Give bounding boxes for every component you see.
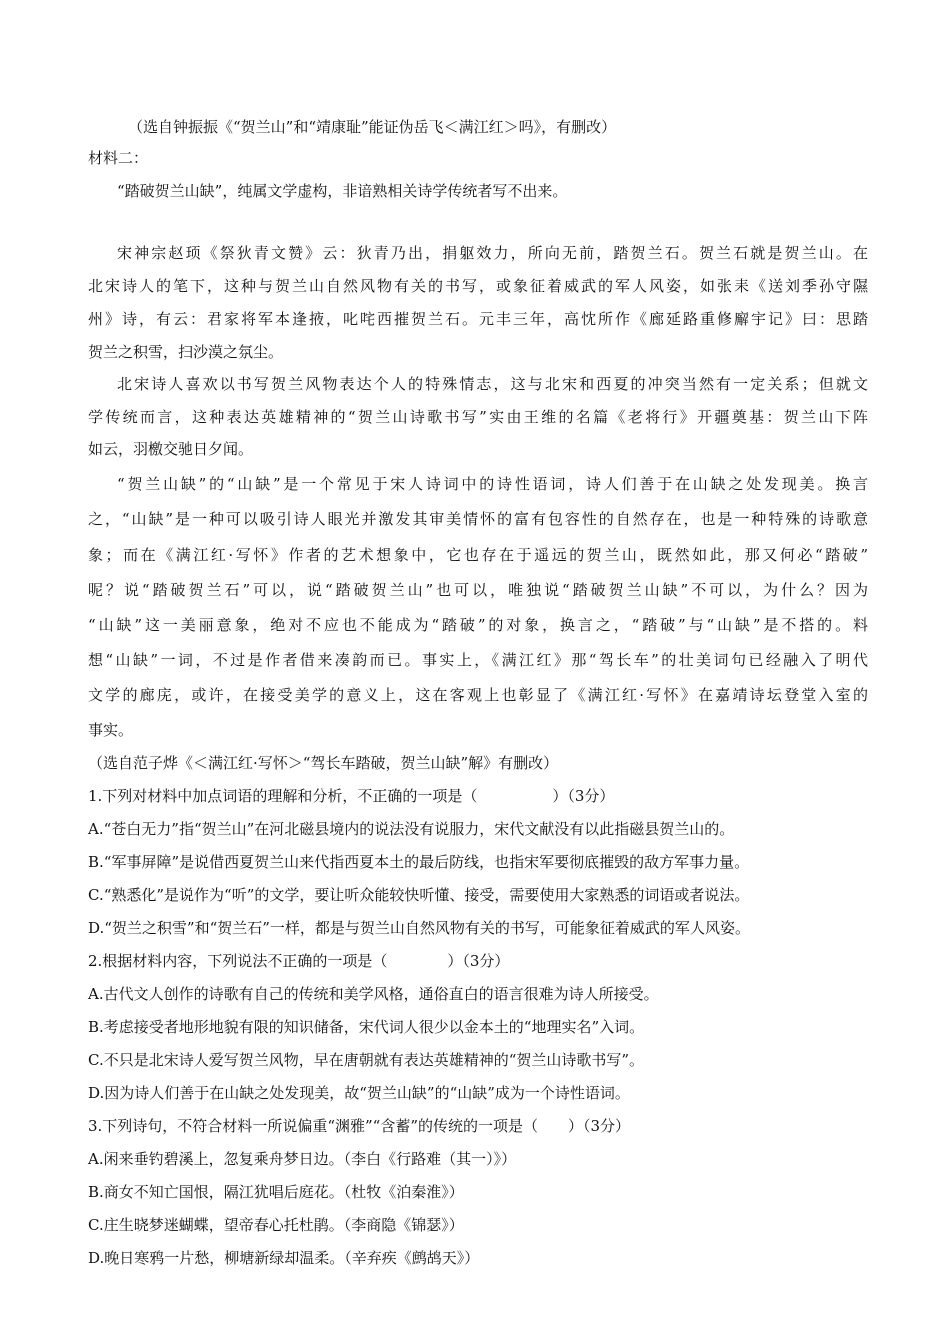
question-1-option-d: D.“贺兰之积雪”和“贺兰石”一样，都是与贺兰山自然风物有关的书写，可能象征着威武的军人风姿。 [88, 919, 750, 937]
question-3-option-b: B.商女不知亡国恨，隔江犹唱后庭花。（杜牧《泊秦淮》） [88, 1183, 464, 1201]
paragraph-2-line: 州》诗，有云：君家将军本逢掖，叱咤西摧贺兰石。元丰三年，高忱所作《廊延路重修廨宇记》曰：思踏 [88, 310, 868, 328]
source-citation-1: （选自钟振振《“贺兰山”和“靖康耻”能证伪岳飞＜满江红＞吗》，有删改） [128, 118, 617, 136]
source-citation-2: （选自范子烨《＜满江红·写怀＞“驾长车踏破，贺兰山缺”解》有删改） [88, 754, 559, 772]
paragraph-4-line: 象；而在《满江红·写怀》作者的艺术想象中，它也存在于遥远的贺兰山，既然如此，那又何必“踏破” [88, 546, 868, 564]
question-1-option-a: A.“苍白无力”指“贺兰山”在河北磁县境内的说法没有说服力，宋代文献没有以此指磁县贺兰山的。 [88, 820, 735, 838]
paragraph-2-line: 北宋诗人的笔下，这种与贺兰山自然风物有关的书写，或象征着威武的军人风姿，如张耒《送刘季孙守隰 [88, 277, 868, 295]
question-3-option-a: A.闲来垂钓碧溪上，忽复乘舟梦日边。（李白《行路难（其一）》） [88, 1150, 517, 1168]
paragraph-1: “踏破贺兰山缺”，纯属文学虚构，非谙熟相关诗学传统者写不出来。 [117, 182, 568, 200]
question-2-option-c: C.不只是北宋诗人爱写贺兰风物，早在唐朝就有表达英雄精神的“贺兰山诗歌书写”。 [88, 1051, 645, 1069]
question-1-option-b: B.“军事屏障”是说借西夏贺兰山来代指西夏本土的最后防线，也指宋军要彻底摧毁的敌方军事力量。 [88, 853, 750, 871]
paragraph-2-line: 贺兰之积雪，扫沙漠之氛尘。 [88, 343, 284, 361]
paragraph-3-line: 如云，羽檄交驰日夕闻。 [88, 440, 254, 458]
paragraph-3-line: 北宋诗人喜欢以书写贺兰风物表达个人的特殊情志，这与北宋和西夏的冲突当然有一定关系；但就文 [117, 375, 868, 393]
paragraph-2-line: 宋神宗赵顼《祭狄青文赞》云：狄青乃出，捐躯效力，所向无前，踏贺兰石。贺兰石就是贺兰山。在 [117, 244, 868, 262]
paragraph-4-line: 想“山缺”一词，不过是作者借来凑韵而已。事实上，《满江红》那“驾长车”的壮美词句已经融入了明代 [88, 651, 868, 669]
paragraph-4-line: 事实。 [88, 721, 134, 739]
question-2-stem: 2.根据材料内容，下列说法不正确的一项是（ ）（3分） [88, 952, 510, 970]
question-2-option-d: D.因为诗人们善于在山缺之处发现美，故“贺兰山缺”的“山缺”成为一个诗性语词。 [88, 1084, 630, 1102]
paragraph-4-line: “贺兰山缺”的“山缺”是一个常见于宋人诗词中的诗性语词，诗人们善于在山缺之处发现美。换言 [117, 475, 868, 493]
paragraph-4-line: “山缺”这一美丽意象，绝对不应也不能成为“踏破”的对象，换言之，“踏破”与“山缺”是不搭的。料 [88, 616, 868, 634]
paragraph-4-line: 文学的廊庑，或许，在接受美学的意义上，这在客观上也彰显了《满江红·写怀》在嘉靖诗坛登堂入室的 [88, 686, 868, 704]
paragraph-3-line: 学传统而言，这种表达英雄精神的“贺兰山诗歌书写”实由王维的名篇《老将行》开疆奠基：贺兰山下阵 [88, 408, 868, 426]
question-3-option-c: C.庄生晓梦迷蝴蝶，望帝春心托杜鹃。（李商隐《锦瑟》） [88, 1216, 464, 1234]
paragraph-4-line: 之，“山缺”是一种可以吸引诗人眼光并激发其审美情怀的富有包容性的自然存在，也是一种特殊的诗歌意 [88, 510, 868, 528]
question-1-option-c: C.“熟悉化”是说作为“听”的文学，要让听众能较快听懂、接受，需要使用大家熟悉的词语或者说法。 [88, 886, 750, 904]
question-2-option-a: A.古代文人创作的诗歌有自己的传统和美学风格，通俗直白的语言很难为诗人所接受。 [88, 985, 659, 1003]
question-2-option-b: B.考虑接受者地形地貌有限的知识储备，宋代词人很少以金本土的“地理实名”入词。 [88, 1018, 645, 1036]
material-2-heading: 材料二： [88, 149, 149, 167]
question-1-stem: 1.下列对材料中加点词语的理解和分析，不正确的一项是（ ）（3分） [88, 787, 615, 805]
question-3-stem: 3.下列诗句，不符合材料一所说偏重“渊雅”“含蓄”的传统的一项是（ ）（3分） [88, 1117, 631, 1135]
question-3-option-d: D.晚日寒鸦一片愁，柳塘新绿却温柔。（辛弃疾《鹧鸪天》） [88, 1249, 480, 1267]
paragraph-4-line: 呢？说“踏破贺兰石”可以，说“踏破贺兰山”也可以，唯独说“踏破贺兰山缺”不可以，为什么？因为 [88, 581, 868, 599]
